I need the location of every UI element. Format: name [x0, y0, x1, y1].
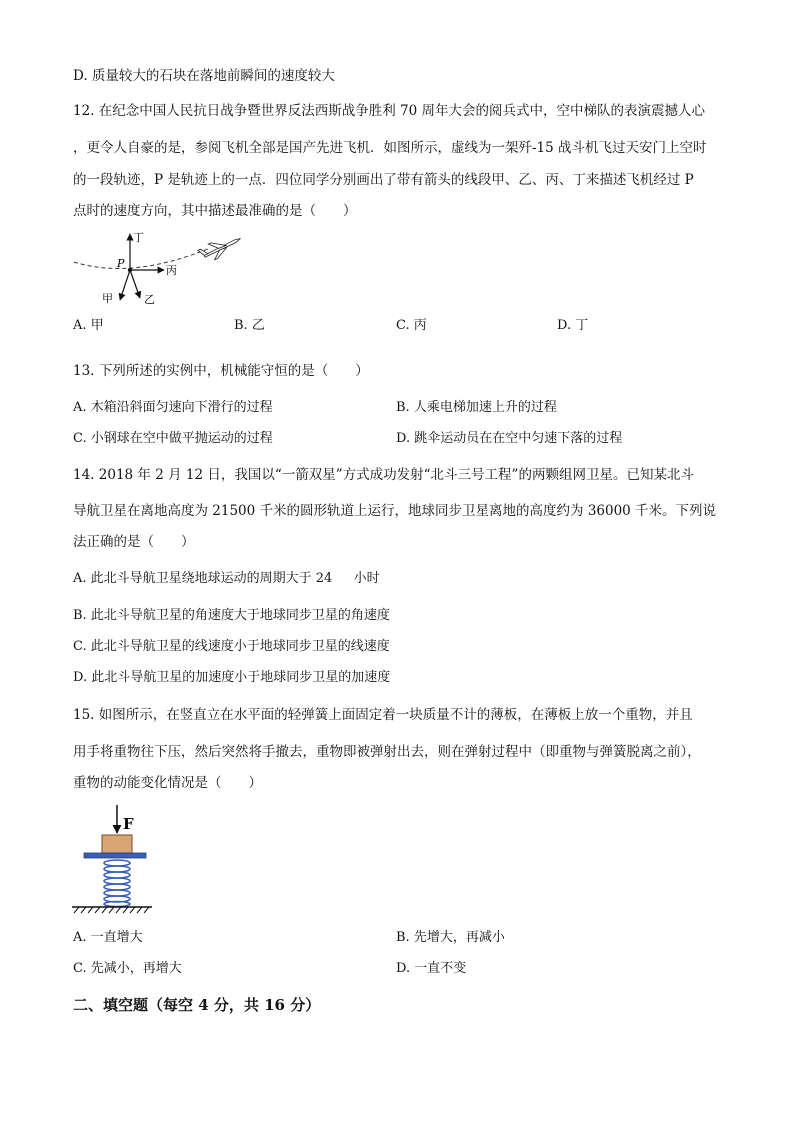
force-label: F	[123, 815, 134, 833]
q12-option-b: B. 乙	[234, 318, 265, 333]
label-p: P	[117, 257, 125, 270]
trajectory-dashed-curve	[74, 248, 210, 268]
q14-option-b: B. 此北斗导航卫星的角速度大于地球同步卫星的角速度	[73, 608, 390, 623]
q11-option-d: D. 质量较大的石块在落地前瞬间的速度较大	[73, 68, 335, 84]
q12-stem-line-1: 12. 在纪念中国人民抗日战争暨世界反法西斯战争胜利 70 周年大会的阅兵式中，空中梯队的表演震撼人心	[73, 103, 706, 119]
q14-stem-line-3: 法正确的是（ ）	[73, 534, 195, 550]
q12-option-a: A. 甲	[73, 318, 104, 333]
q12-option-d: D. 丁	[557, 318, 589, 333]
arrow-jia	[120, 270, 130, 300]
q12-stem-line-2: ，更令人自豪的是，参阅飞机全部是国产先进飞机．如图所示，虚线为一架歼-15 战斗机飞过天安门上空时	[73, 140, 707, 156]
q15-stem-line-3: 重物的动能变化情况是（ ）	[73, 775, 262, 791]
label-ding: 丁	[133, 231, 144, 244]
q14-option-a: A. 此北斗导航卫星绕地球运动的周期大于 24 小时	[73, 571, 380, 586]
spring-coil	[104, 860, 130, 907]
q14-stem-line-2: 导航卫星在离地高度为 21500 千米的圆形轨道上运行，地球同步卫星离地的高度约为 36000 千米。下列说	[73, 503, 717, 519]
q12-trajectory-figure	[72, 228, 252, 308]
q15-option-d: D. 一直不变	[396, 961, 467, 976]
q12-stem-line-4: 点时的速度方向，其中描述最准确的是（ ）	[73, 203, 357, 219]
label-jia: 甲	[102, 292, 113, 305]
thin-plate	[84, 853, 146, 858]
label-yi: 乙	[144, 293, 155, 306]
q14-option-d: D. 此北斗导航卫星的加速度小于地球同步卫星的加速度	[73, 670, 391, 685]
q14-stem-line-1: 14. 2018 年 2 月 12 日，我国以“一箭双星”方式成功发射“北斗三号工程”的两颗组网卫星。已知某北斗	[73, 467, 694, 483]
ground-hatching	[74, 907, 149, 913]
q15-option-a: A. 一直增大	[73, 930, 143, 945]
q14-option-c: C. 此北斗导航卫星的线速度小于地球同步卫星的线速度	[73, 639, 390, 654]
section-2-heading: 二、填空题（每空 4 分，共 16 分）	[73, 996, 321, 1014]
q13-stem: 13. 下列所述的实例中，机械能守恒的是（ ）	[73, 363, 369, 379]
q15-stem-line-2: 用手将重物往下压，然后突然将手撤去，重物即被弹射出去，则在弹射过程中（即重物与弹簧脱离之前），	[73, 744, 701, 760]
q15-spring-figure	[70, 805, 154, 915]
q15-option-c: C. 先减小，再增大	[73, 961, 182, 976]
q12-option-c: C. 丙	[396, 318, 427, 333]
q15-stem-line-1: 15. 如图所示，在竖直立在水平面的轻弹簧上面固定着一块质量不计的薄板，在薄板上放一个重物，并且	[73, 707, 693, 723]
q12-stem-line-3: 的一段轨迹，P 是轨迹上的一点．四位同学分别画出了带有箭头的线段甲、乙、丙、丁来描述飞机经过 P	[73, 172, 694, 188]
weight-block	[102, 835, 132, 853]
q13-option-b: B. 人乘电梯加速上升的过程	[396, 400, 557, 415]
q13-option-c: C. 小钢球在空中做平抛运动的过程	[73, 431, 273, 446]
label-bing: 丙	[166, 264, 177, 277]
q13-option-a: A. 木箱沿斜面匀速向下滑行的过程	[73, 400, 273, 415]
arrow-yi	[130, 270, 140, 298]
jet-fighter-icon	[197, 232, 244, 264]
q13-option-d: D. 跳伞运动员在在空中匀速下落的过程	[396, 431, 623, 446]
q15-option-b: B. 先增大，再减小	[396, 930, 505, 945]
